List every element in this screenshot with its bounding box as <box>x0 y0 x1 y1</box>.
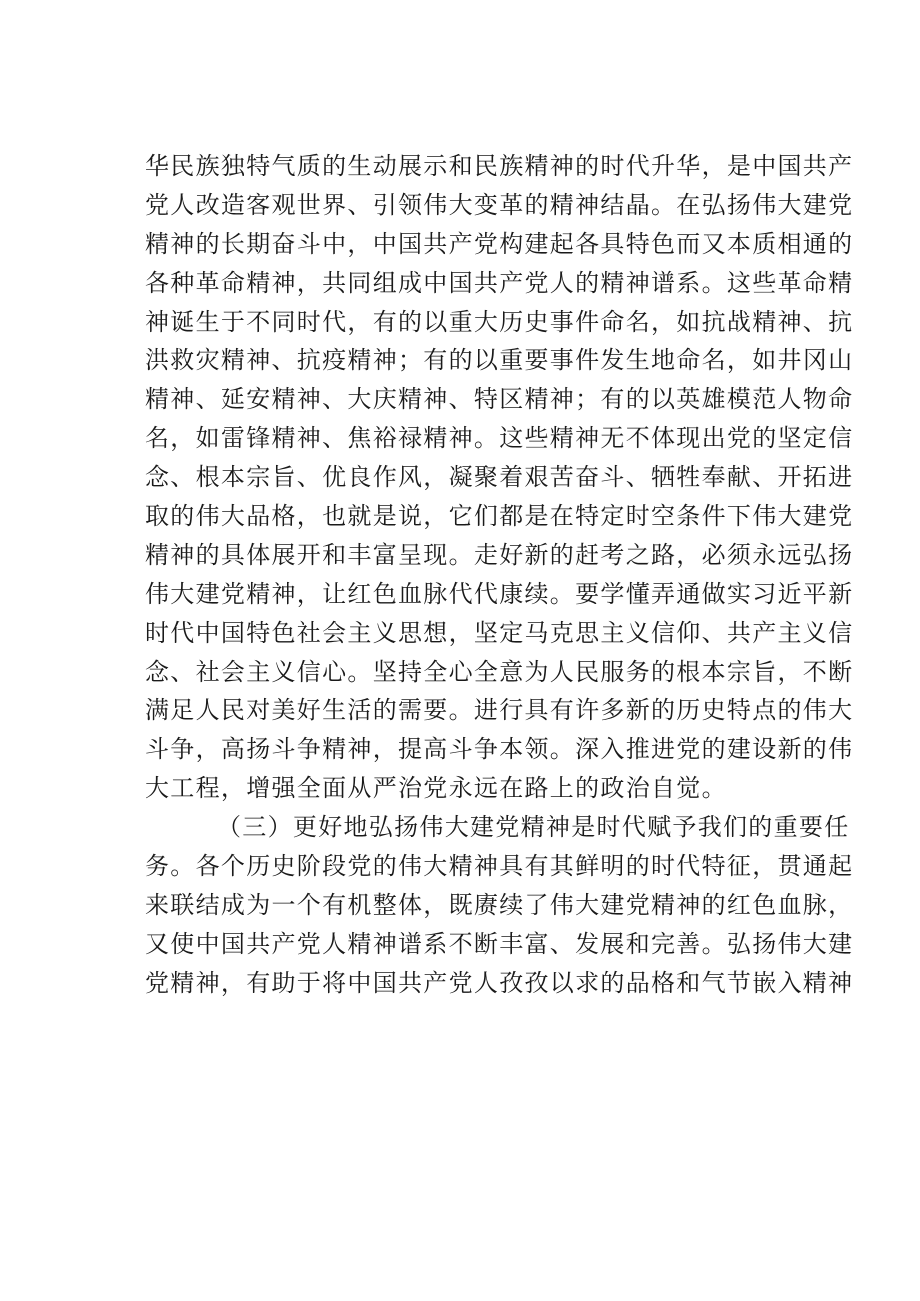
text-line: 名，如雷锋精神、焦裕禄精神。这些精神无不体现出党的坚定信 <box>145 424 854 453</box>
text-line: 念、社会主义信心。坚持全心全意为人民服务的根本宗旨，不断 <box>145 657 854 686</box>
body-text <box>145 147 854 1003</box>
text-line: 念、根本宗旨、优良作风，凝聚着艰苦奋斗、牺牲奉献、开拓进 <box>145 463 854 492</box>
section-heading-line: （三）更好地弘扬伟大建党精神是时代赋予我们的重要任 <box>217 813 850 842</box>
text-line: 神诞生于不同时代，有的以重大历史事件命名，如抗战精神、抗 <box>145 307 854 336</box>
text-line: 斗争，高扬斗争精神，提高斗争本领。深入推进党的建设新的伟 <box>145 735 854 764</box>
text-line: 满足人民对美好生活的需要。进行具有许多新的历史特点的伟大 <box>145 696 854 725</box>
text-line: 各种革命精神，共同组成中国共产党人的精神谱系。这些革命精 <box>145 268 854 297</box>
text-line: 务。各个历史阶段党的伟大精神具有其鲜明的时代特征，贯通起 <box>145 852 854 881</box>
text-line: 又使中国共产党人精神谱系不断丰富、发展和完善。弘扬伟大建 <box>145 929 854 958</box>
text-line: 精神的具体展开和丰富呈现。走好新的赶考之路，必须永远弘扬 <box>145 540 854 569</box>
text-line: 华民族独特气质的生动展示和民族精神的时代升华，是中国共产 <box>145 152 854 180</box>
text-line: 洪救灾精神、抗疫精神；有的以重要事件发生地命名，如井冈山 <box>145 346 854 375</box>
text-line: 精神、延安精神、大庆精神、特区精神；有的以英雄模范人物命 <box>145 385 854 414</box>
text-line: 精神的长期奋斗中，中国共产党构建起各具特色而又本质相通的 <box>145 229 854 258</box>
text-line: 伟大建党精神，让红色血脉代代康续。要学懂弄通做实习近平新 <box>145 579 854 608</box>
text-line: 取的伟大品格，也就是说，它们都是在特定时空条件下伟大建党 <box>145 502 854 531</box>
text-line: 来联结成为一个有机整体，既赓续了伟大建党精神的红色血脉， <box>145 890 854 919</box>
text-line: 党精神，有助于将中国共产党人孜孜以求的品格和气节嵌入精神 <box>145 968 854 997</box>
paragraph-end-line: 大工程，增强全面从严治党永远在路上的政治自觉。 <box>145 774 727 803</box>
text-line: 时代中国特色社会主义思想，坚定马克思主义信仰、共产主义信 <box>145 618 854 647</box>
text-line: 党人改造客观世界、引领伟大变革的精神结晶。在弘扬伟大建党 <box>145 190 854 219</box>
